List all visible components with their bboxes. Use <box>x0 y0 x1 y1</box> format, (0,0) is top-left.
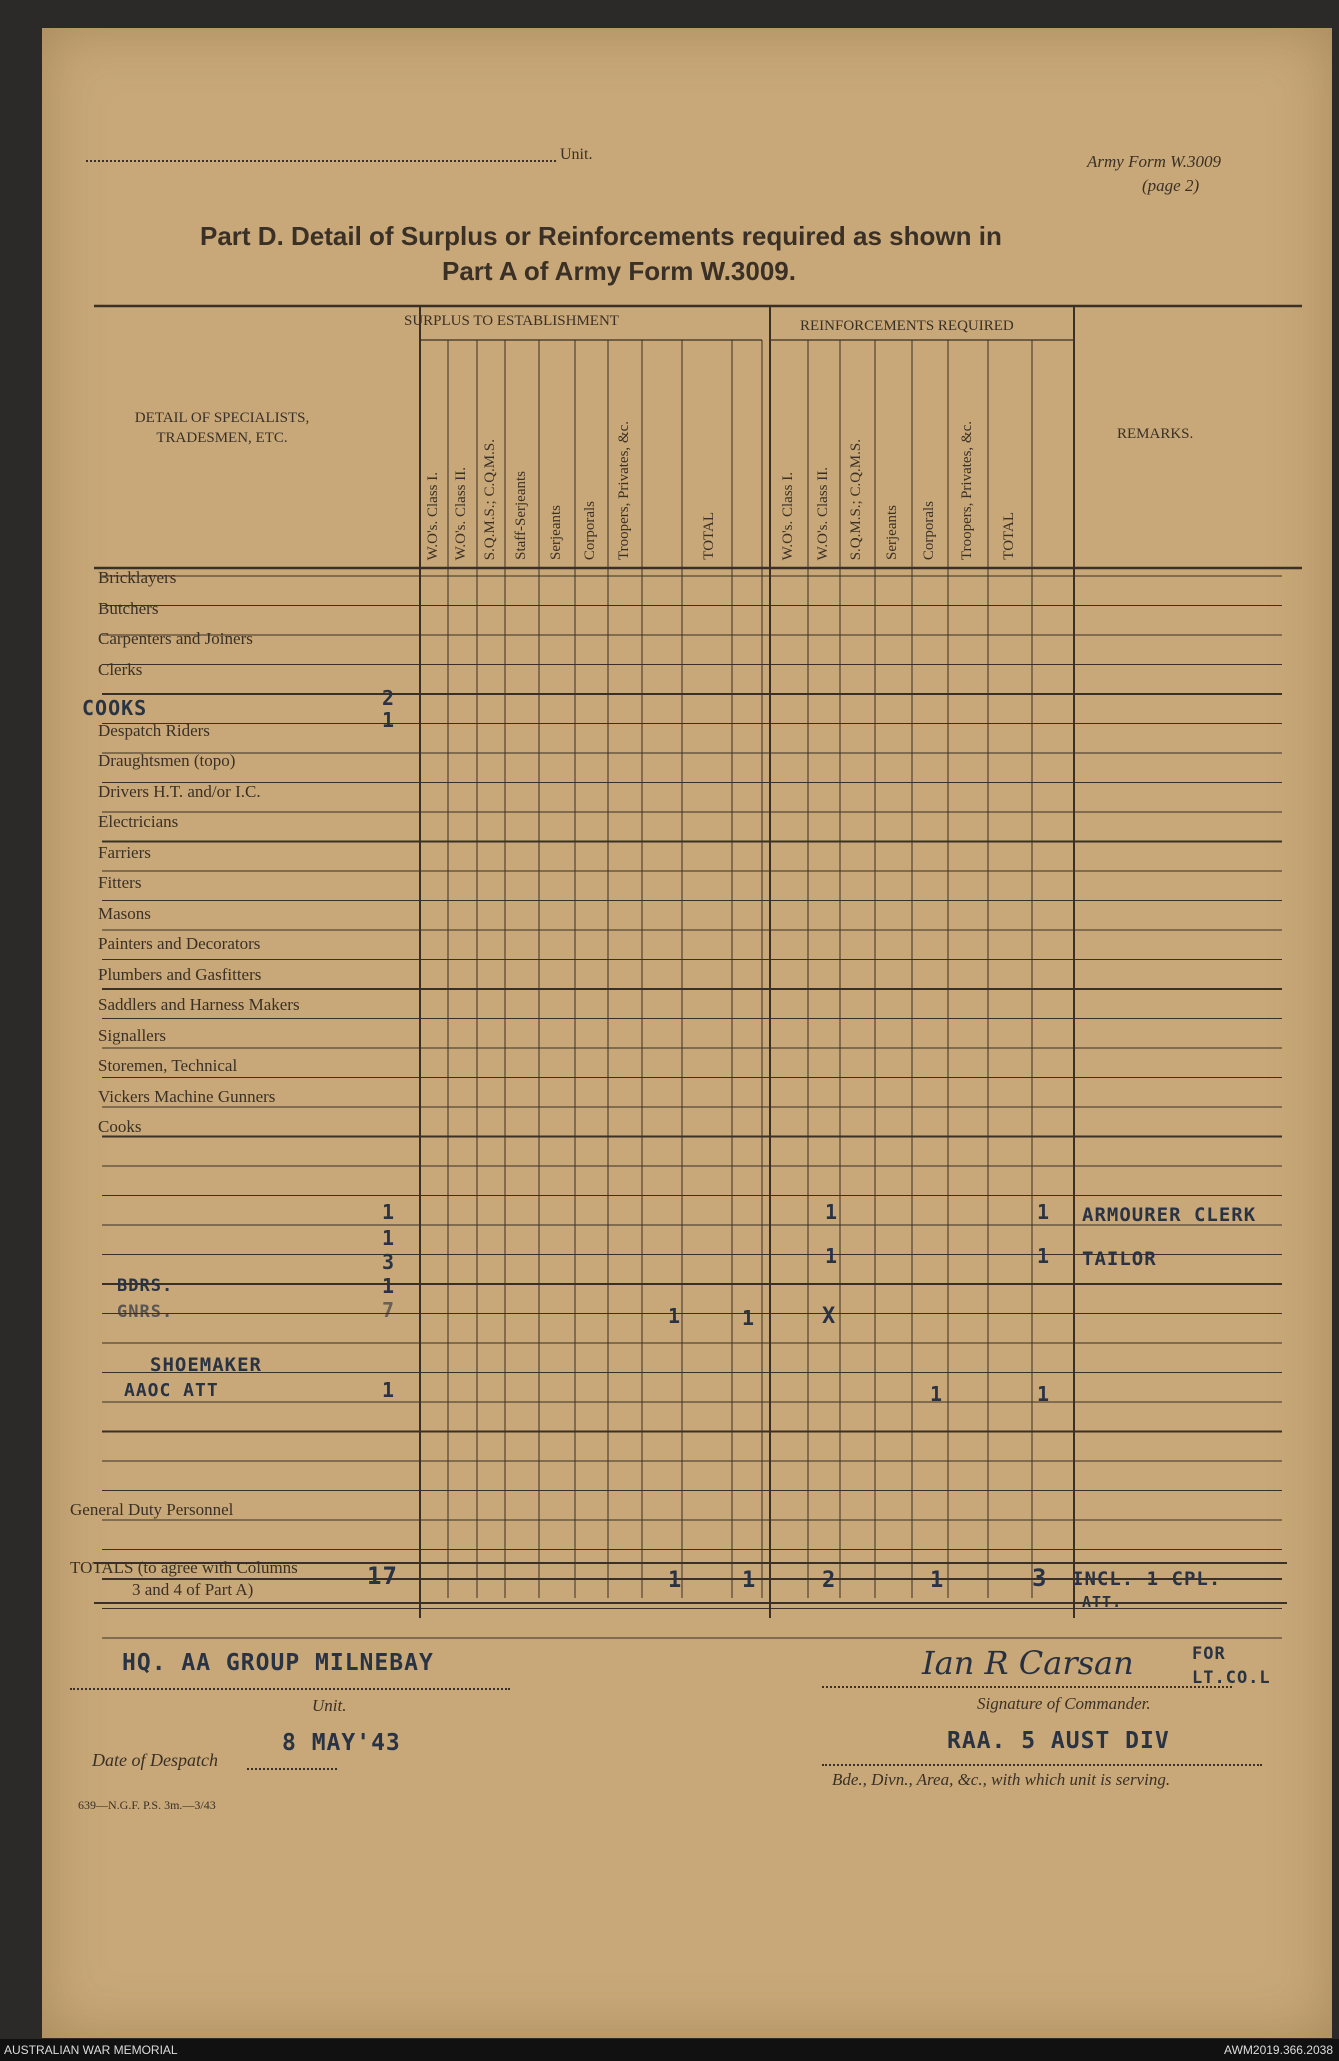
signature-dotline <box>822 1686 1232 1688</box>
formation-caption: Bde., Divn., Area, &c., with which unit is serving. <box>832 1770 1171 1789</box>
row-label: Drivers H.T. and/or I.C. <box>98 781 261 801</box>
archive-left: AUSTRALIAN WAR MEMORIAL <box>4 2043 178 2057</box>
hand-bdrs: BDRS. <box>117 1276 174 1296</box>
hand-totals-surplus-total: 1 <box>742 1568 757 1593</box>
row-label: Cooks <box>98 1117 142 1136</box>
hand-row-num-1: 1 <box>382 1200 396 1224</box>
row-label: Vickers Machine Gunners <box>98 1086 276 1106</box>
reinforce-col-header: Corporals <box>921 500 937 560</box>
unit-caption: Unit. <box>312 1696 347 1715</box>
date-label: Date of Despatch <box>92 1750 218 1770</box>
unit-value-dotline <box>70 1688 510 1690</box>
detail-header: DETAIL OF SPECIALISTS, TRADESMEN, ETC. <box>134 410 310 446</box>
hand-cooks-num-a: 2 <box>382 686 396 710</box>
surplus-col-header: W.O's. Class I. <box>425 471 441 560</box>
print-code: 639—N.G.F. P.S. 3m.—3/43 <box>78 1798 216 1812</box>
surplus-col-header: S.Q.M.S.; C.Q.M.S. <box>482 438 498 560</box>
surplus-col-header: Staff-Serjeants <box>513 471 529 560</box>
form-sheet <box>42 28 1332 2038</box>
hand-remark-3: INCL. 1 CPL. <box>1072 1568 1222 1590</box>
row-label: Signallers <box>98 1025 166 1045</box>
row-label: Carpenters and Joiners <box>98 629 253 648</box>
hand-aaoc-reinf-corporals: 1 <box>930 1382 944 1406</box>
hand-cooks-num-b: 1 <box>382 708 396 732</box>
hand-totals-surplus-troopers: 1 <box>668 1568 683 1593</box>
row-label: Bricklayers <box>98 568 177 587</box>
hand-gnrs-surplus-total: 1 <box>742 1306 756 1330</box>
hand-gnrs-surplus-troopers: 1 <box>668 1304 682 1328</box>
hand-totals-detail: 17 <box>367 1562 398 1590</box>
hand-aaoc-num: 1 <box>382 1378 396 1402</box>
page-title-line2: Part A of Army Form W.3009. <box>442 256 796 286</box>
hand-reinf-total-1: 1 <box>1037 1200 1051 1224</box>
general-duty-label: General Duty Personnel <box>70 1500 234 1519</box>
surplus-col-header: W.O's. Class II. <box>453 466 469 560</box>
row-label: Saddlers and Harness Makers <box>98 995 300 1014</box>
reinforce-col-header: W.O's. Class I. <box>780 471 796 560</box>
row-label: Despatch Riders <box>98 720 210 740</box>
hand-shoemaker: SHOEMAKER <box>150 1354 262 1376</box>
hand-bdrs-num: 1 <box>382 1274 396 1298</box>
remarks-header: REMARKS. <box>1117 426 1194 442</box>
surplus-col-header: TOTAL <box>701 512 717 560</box>
totals-label-1: TOTALS (to agree with Columns <box>70 1558 298 1577</box>
hand-gnrs: GNRS. <box>117 1302 174 1322</box>
unit-label: Unit. <box>560 146 593 163</box>
surplus-header: SURPLUS TO ESTABLISHMENT <box>404 313 619 329</box>
row-label: Electricians <box>98 812 179 831</box>
page-title-line1: Part D. Detail of Surplus or Reinforcements required as shown in <box>200 221 1002 251</box>
reinforce-col-header: Serjeants <box>884 505 900 560</box>
reinforce-col-header: Troopers, Privates, &c. <box>959 420 975 560</box>
surplus-col-header: Troopers, Privates, &c. <box>616 420 632 560</box>
row-label: Painters and Decorators <box>98 934 261 953</box>
hand-aaoc-reinf-total: 1 <box>1037 1382 1051 1406</box>
signature: Ian R Carsan <box>922 1644 1134 1682</box>
hand-row-num-2: 1 <box>382 1226 396 1250</box>
formation-dotline <box>822 1764 1262 1766</box>
archive-right: AWM2019.366.2038 <box>1224 2043 1333 2057</box>
unit-value: HQ. AA GROUP MILNEBAY <box>122 1650 434 1676</box>
reinforce-col-header: W.O's. Class II. <box>815 466 831 560</box>
row-label: Farriers <box>98 842 151 862</box>
row-label: Plumbers and Gasfitters <box>98 964 262 984</box>
date-value: 8 MAY'43 <box>282 1730 401 1756</box>
hand-reinf-woii-1: 1 <box>825 1200 839 1224</box>
row-label: Storemen, Technical <box>98 1056 238 1075</box>
hand-gnrs-reinf-mark: X <box>822 1304 837 1329</box>
row-label: Draughtsmen (topo) <box>98 751 236 770</box>
hand-remark-3b: ATT. <box>1082 1593 1123 1611</box>
signature-caption: Signature of Commander. <box>977 1694 1151 1713</box>
row-label: Masons <box>98 903 151 923</box>
surplus-col-header: Corporals <box>582 500 598 560</box>
form-number: Army Form W.3009 <box>1087 152 1221 171</box>
totals-label-2: 3 and 4 of Part A) <box>132 1580 254 1599</box>
hand-remark-1: ARMOURER CLERK <box>1082 1204 1257 1226</box>
formation-value: RAA. 5 AUST DIV <box>947 1728 1170 1754</box>
hand-remark-2: TAILOR <box>1082 1248 1157 1270</box>
ltcol-text: LT.CO.L <box>1192 1668 1271 1688</box>
hand-reinf-woii-2: 1 <box>825 1244 839 1268</box>
surplus-col-header: Serjeants <box>548 505 564 560</box>
row-label: Fitters <box>98 873 142 892</box>
date-dotline <box>247 1768 337 1770</box>
hand-totals-reinf-woii: 2 <box>822 1568 837 1593</box>
hand-aaoc: AAOC ATT <box>124 1380 219 1401</box>
for-text: FOR <box>1192 1644 1226 1664</box>
row-label: Butchers <box>98 598 159 618</box>
hand-totals-reinf-corporals: 1 <box>930 1568 945 1593</box>
archive-strip <box>0 2039 1339 2061</box>
hand-totals-reinf-total: 3 <box>1032 1564 1048 1592</box>
hand-row-num-3: 3 <box>382 1250 396 1274</box>
reinforce-header: REINFORCEMENTS REQUIRED <box>800 318 1014 334</box>
reinforce-col-header: TOTAL <box>1001 512 1017 560</box>
hand-cooks: COOKS <box>82 696 148 720</box>
page-number: (page 2) <box>1142 176 1200 195</box>
hand-gnrs-num: 7 <box>382 1298 396 1322</box>
form-grid <box>42 28 1332 1748</box>
hand-reinf-total-2: 1 <box>1037 1244 1051 1268</box>
reinforce-col-header: S.Q.M.S.; C.Q.M.S. <box>848 438 864 560</box>
row-label: Clerks <box>98 659 143 679</box>
